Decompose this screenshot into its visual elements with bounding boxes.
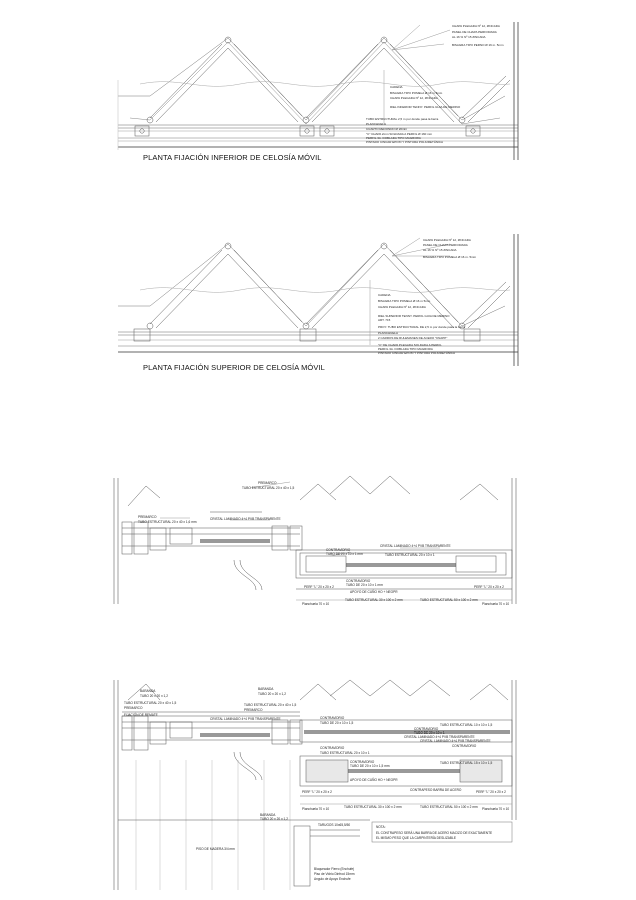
label: TUBO ESTRUCTURAL 20 x 10 x 1 (385, 553, 435, 557)
label: CONTRAVIDRIO (320, 716, 345, 720)
label: Planchuela 70 x 10 (302, 807, 330, 811)
label: TUBO ESTRUCTURAL 50 x 100 x 2 mm (420, 805, 478, 809)
label: PREMARCO (258, 481, 277, 485)
label: PERF "L" 20 x 20 x 2 (304, 585, 334, 589)
label: CRISTAL LAMINADO 4+4 PVB TRANSPARENTE (210, 517, 281, 521)
nota-box (376, 825, 492, 840)
label: CRISTAL LAMINADO 4+4 PVB TRANSPARENTE (210, 717, 281, 721)
note: BISAGRA TIPO POMELA Ø 16 m. 5mm (423, 255, 477, 259)
note: CADENA (390, 85, 403, 89)
note: "C" DE CHAPA PLEGADA SOLDADA A PERFIL (378, 343, 442, 347)
label: TUBO ESTRUCTURAL 20 x 10 x 1 (320, 751, 370, 755)
note: AL 16 % Nº 15 ZINCADA (423, 248, 457, 252)
label: PERF "L" 20 x 20 x 2 (476, 790, 506, 794)
label: PISO DE MADERA 3/4 mm (196, 847, 235, 851)
note: PERFIL 3A. DOBLADA TIPO MAGRORA (378, 347, 433, 351)
note: CUARTO REDONDO Ø 20mm (366, 127, 408, 131)
label: TUBO 20 x 20 x 1,2 (260, 817, 288, 821)
label: TUBO DE 20 x 10 x 1 (414, 731, 445, 735)
nota-line: EL CONTRAPESO SERÁ UNA BARRA DE ACERO MACIZO DE EXACTAMENTE (376, 831, 493, 835)
note: BISAGRA TIPO POMELA Ø 16 m 5mm (390, 91, 443, 95)
label: PERF "L" 20 x 20 x 2 (474, 585, 504, 589)
label: CRISTAL LAMINADO 4+4 PVB TRANSPARENTE (404, 735, 475, 739)
detail-1-title: PLANTA FIJACIÓN INFERIOR DE CELOSÍA MÓVIL (143, 153, 322, 162)
label: Bloqueador Fierro (Enchufe) (314, 867, 355, 871)
note: PERFIL 3A. DOBLADA TIPO MAGRORA (366, 136, 421, 140)
label: BARANDA (258, 687, 274, 691)
label: CONTRAVIDRIO (326, 548, 351, 552)
note: PANEL DE CHAPA PERFORADA (423, 243, 468, 247)
label: Piso de Vidrio Dinfrod 15mm (314, 872, 355, 876)
note: RIEL INFERIOR TENNY. PERFIL GUIA DE MERINO (390, 105, 461, 109)
note: PINTADO CINCAR EPOXI Y PINTURA POLIURETÁNICA (366, 140, 444, 144)
note: BISAGRA TIPO POMELA Ø 16 m 5mm (378, 299, 431, 303)
label: TUBO ESTRUCTURAL 20 x 40 x 1,5 (242, 486, 295, 490)
label: TUBO DE 20 x 10 x 1,5 mm (350, 764, 390, 768)
label: TUBO ESTRUCTURAL 15 x 10 x 1,5 (440, 761, 493, 765)
label: Planchuela 70 x 10 (482, 602, 510, 606)
label: TUBO ESTRUCTURAL 20 x 40 x 1,6 mm (138, 520, 197, 524)
label: Planchuela 70 x 10 (482, 807, 510, 811)
label: FIJACIÓN DE REMATE (124, 713, 158, 717)
note: CHAPA PLEGADA Nº 12, ZINCADA (452, 24, 500, 28)
label: TUBO DE 20 x 10 x 1 mm (346, 583, 383, 587)
note: AL 16 % Nº 15 ZINCADA (452, 35, 486, 39)
nota-heading: NOTA: (376, 825, 386, 829)
label: TUBO 20 x 20 x 1,2 (258, 692, 286, 696)
nota-line: EL MISMO PESO QUE LA CARPINTERÍA DESLIZABLE (376, 836, 456, 840)
detail-2-title: PLANTA FIJACIÓN SUPERIOR DE CELOSÍA MÓVIL (143, 363, 325, 372)
label: PREMARCO (244, 708, 263, 712)
note: CHAPA PLEGADA Nº 12, ZINCADA (378, 305, 426, 309)
label: TUBO ESTRUCTURAL 20 x 40 x 1,5 (244, 703, 297, 707)
label: CONTRAVIDRIO (320, 746, 345, 750)
label: CONTRAVIDRIO (350, 760, 375, 764)
label: CONTRAVIDRIO (346, 579, 371, 583)
label: BARANDA (260, 813, 276, 817)
note: BISAGRA TIPO PERNO Ø 16 m. 5mm (452, 43, 504, 47)
label: TUBO ESTRUCTURAL 20 x 40 x 1,5 (124, 701, 177, 705)
label: Angulo de Apoyo Enchufe (314, 877, 351, 881)
label: TUBO 20 x 20 x 1,2 (140, 694, 168, 698)
label: CONTRAVIDRIO (414, 727, 439, 731)
label: TUBO ESTRUCTURAL 10 x 10 x 1,5 (440, 723, 493, 727)
label: CRISTAL LAMINADO 4+4 PVB TRANSPARENTE (420, 739, 491, 743)
label: TARUGOS 10x65,5/50 (318, 823, 351, 827)
note: PLANCHUELA (378, 331, 399, 335)
label: APOYO DE CUÑO HO + NEOPR (350, 590, 398, 594)
note: CHAPA PLEGADA Nº 12, ZINCADA (423, 238, 471, 242)
note: "C" CHAPA 2mm SOLDADA A PERFIL Ø 160 mm (366, 132, 433, 136)
label: TUBO DE 20 x 10 x 1,5 (320, 721, 354, 725)
note: PANEL DE CHAPA PERFORADA (452, 30, 497, 34)
label: TUBO ESTRUCTURAL 50 x 100 x 2 mm (420, 598, 478, 602)
label: BARANDA (140, 689, 156, 693)
label: TUBO DE 20 x 10 x 1 mm (326, 552, 363, 556)
label: CRISTAL LAMINADO 4+4 PVB TRANSPARENTE (380, 544, 451, 548)
note: ART. 715 (378, 318, 391, 322)
note: TUBO ESTRUCTURAL 2,5 m por donde pasa la barra (366, 117, 439, 121)
label: PREMARCO (138, 515, 157, 519)
note: PLANCHUELA (366, 122, 387, 126)
note: CHAPA PLEGADA Nº 12, ZINCADA (390, 96, 438, 100)
note: PROY. TUBO ESTRUCTURAL DE 2,5 m por donde pasa la barra (378, 325, 465, 329)
label: TUBO ESTRUCTURAL 30 x 100 x 2 mm (344, 805, 402, 809)
label: PREMARCO (124, 706, 143, 710)
label: CONTRAPESO BARRA DE ACERO (410, 788, 462, 792)
note: 2 CARROS DE RULEMANES DE ACERO "KNAPP" (378, 336, 448, 340)
label: PERF "L" 20 x 20 x 2 (302, 790, 332, 794)
note: CADENA (378, 293, 391, 297)
label: Planchuela 70 x 10 (302, 602, 330, 606)
note: PINTADO CINCAR EPOXI Y PINTURA POLIURETÁNICA (378, 351, 456, 355)
label: TUBO ESTRUCTURAL 30 x 100 x 2 mm (345, 598, 403, 602)
label: CONTRAVIDRIO (452, 744, 477, 748)
note: RIEL SUPERIOR TENNY. PERFIL GUIA DE MERINO (378, 314, 450, 318)
label: APOYO DE CUÑO HO + NEOPR (350, 778, 398, 782)
